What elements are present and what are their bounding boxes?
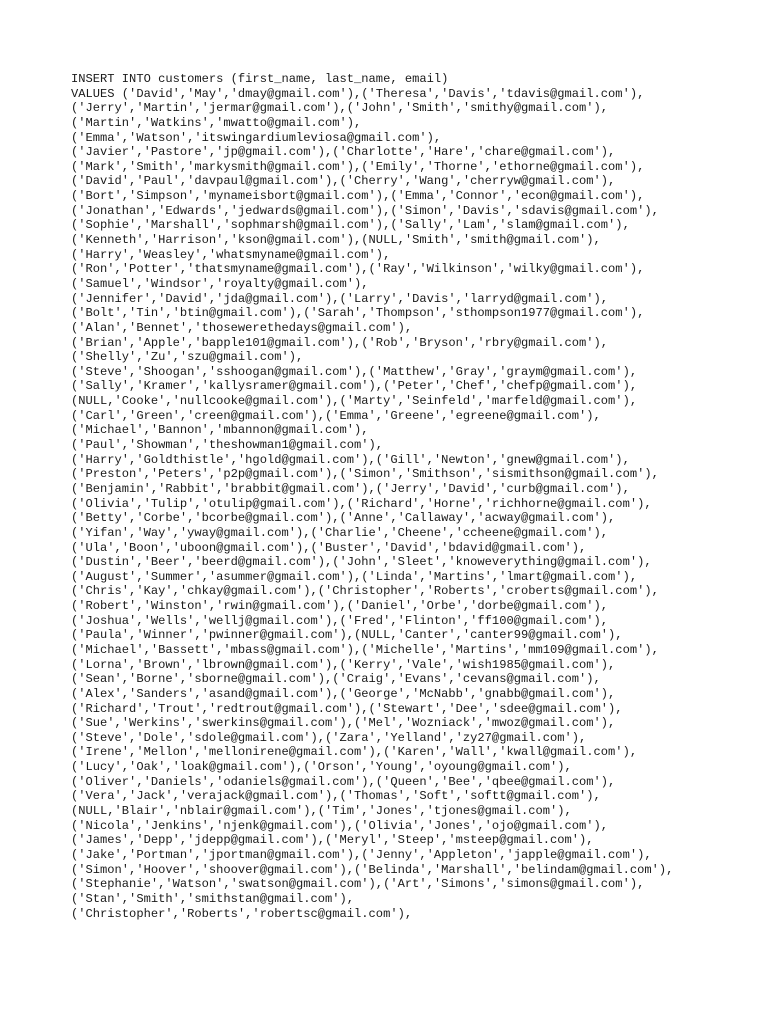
sql-values-line: ('Shelly','Zu','szu@gmail.com'), <box>71 350 304 365</box>
sql-values-line: ('Bolt','Tin','btin@gmail.com'),('Sarah','Thompson','sthompson1977@gmail.com'), <box>71 306 645 321</box>
sql-values-line: (NULL,'Cooke','nullcooke@gmail.com'),('Marty','Seinfeld','marfeld@gmail.com'), <box>71 394 638 409</box>
sql-values-line: ('Vera','Jack','verajack@gmail.com'),('Thomas','Soft','softt@gmail.com'), <box>71 789 601 804</box>
sql-values-line: ('Simon','Hoover','shoover@gmail.com'),('Belinda','Marshall','belindam@gmail.com'), <box>71 862 674 877</box>
sql-values-line: ('Betty','Corbe','bcorbe@gmail.com'),('Anne','Callaway','acway@gmail.com'), <box>71 511 616 526</box>
sql-values-line: ('Kenneth','Harrison','kson@gmail.com'),(NULL,'Smith','smith@gmail.com'), <box>71 233 601 248</box>
sql-values-line: ('Sophie','Marshall','sophmarsh@gmail.com'),('Sally','Lam','slam@gmail.com'), <box>71 218 630 233</box>
sql-values-line: ('Sean','Borne','sborne@gmail.com'),('Craig','Evans','cevans@gmail.com'), <box>71 672 601 687</box>
sql-values-line: ('Sue','Werkins','swerkins@gmail.com'),('Mel','Wozniack','mwoz@gmail.com'), <box>71 716 616 731</box>
sql-values-line: ('August','Summer','asummer@gmail.com'),('Linda','Martins','lmart@gmail.com'), <box>71 569 638 584</box>
sql-values-line: ('Ula','Boon','uboon@gmail.com'),('Buster','David','bdavid@gmail.com'), <box>71 540 587 555</box>
sql-values-line: ('Mark','Smith','markysmith@gmail.com'),('Emily','Thorne','ethorne@gmail.com'), <box>71 159 645 174</box>
sql-values-line: ('Robert','Winston','rwin@gmail.com'),('Daniel','Orbe','dorbe@gmail.com'), <box>71 599 609 614</box>
sql-values-line: ('Stan','Smith','smithstan@gmail.com'), <box>71 891 355 906</box>
sql-values-line: ('Harry','Weasley','whatsmyname@gmail.com'), <box>71 247 391 262</box>
sql-values-line: ('Steve','Shoogan','sshoogan@gmail.com'),('Matthew','Gray','graym@gmail.com'), <box>71 364 638 379</box>
sql-values-line: ('Sally','Kramer','kallysramer@gmail.com'),('Peter','Chef','chefp@gmail.com'), <box>71 379 638 394</box>
sql-values-line: ('Ron','Potter','thatsmyname@gmail.com'),('Ray','Wilkinson','wilky@gmail.com'), <box>71 262 645 277</box>
sql-values-line: VALUES ('David','May','dmay@gmail.com'),('Theresa','Davis','tdavis@gmail.com'), <box>71 86 645 101</box>
sql-values-line: ('Chris','Kay','chkay@gmail.com'),('Christopher','Roberts','croberts@gmail.com'), <box>71 584 659 599</box>
sql-values-line: ('Steve','Dole','sdole@gmail.com'),('Zara','Yelland','zy27@gmail.com'), <box>71 730 587 745</box>
sql-values-line: (NULL,'Blair','nblair@gmail.com'),('Tim','Jones','tjones@gmail.com'), <box>71 804 572 819</box>
sql-statement-header: INSERT INTO customers (first_name, last_name, email) <box>71 72 449 86</box>
sql-values-line: ('Bort','Simpson','mynameisbort@gmail.com'),('Emma','Connor','econ@gmail.com'), <box>71 189 645 204</box>
sql-values-line: ('Emma','Watson','itswingardiumleviosa@gmail.com'), <box>71 130 442 145</box>
sql-values-line: ('Jennifer','David','jda@gmail.com'),('Larry','Davis','larryd@gmail.com'), <box>71 291 609 306</box>
sql-values-line: ('Carl','Green','creen@gmail.com'),('Emma','Greene','egreene@gmail.com'), <box>71 408 601 423</box>
sql-values-line: ('Samuel','Windsor','royalty@gmail.com'), <box>71 276 369 291</box>
sql-values-line: ('Jake','Portman','jportman@gmail.com'),('Jenny','Appleton','japple@gmail.com'), <box>71 847 652 862</box>
sql-values-line: ('Michael','Bannon','mbannon@gmail.com'), <box>71 423 369 438</box>
sql-code-block <box>71 72 761 921</box>
sql-values-line: ('Lucy','Oak','loak@gmail.com'),('Orson','Young','oyoung@gmail.com'), <box>71 760 572 775</box>
sql-values-line: ('Benjamin','Rabbit','brabbit@gmail.com'),('Jerry','David','curb@gmail.com'), <box>71 481 630 496</box>
sql-values-line: ('Nicola','Jenkins','njenk@gmail.com'),('Olivia','Jones','ojo@gmail.com'), <box>71 818 609 833</box>
sql-values-line: ('Joshua','Wells','wellj@gmail.com'),('Fred','Flinton','ff100@gmail.com'), <box>71 613 609 628</box>
sql-values-line: ('Olivia','Tulip','otulip@gmail.com'),('Richard','Horne','richhorne@gmail.com'), <box>71 496 652 511</box>
sql-values-line: ('Alex','Sanders','asand@gmail.com'),('George','McNabb','gnabb@gmail.com'), <box>71 686 616 701</box>
sql-values-line: ('Dustin','Beer','beerd@gmail.com'),('John','Sleet','knoweverything@gmail.com'), <box>71 555 652 570</box>
sql-values-line: ('Irene','Mellon','mellonirene@gmail.com'),('Karen','Wall','kwall@gmail.com'), <box>71 745 638 760</box>
sql-values-line: ('Brian','Apple','bapple101@gmail.com'),('Rob','Bryson','rbry@gmail.com'), <box>71 335 609 350</box>
sql-values-line: ('Stephanie','Watson','swatson@gmail.com'),('Art','Simons','simons@gmail.com'), <box>71 877 645 892</box>
sql-values-line: ('Yifan','Way','yway@gmail.com'),('Charlie','Cheene','ccheene@gmail.com'), <box>71 525 609 540</box>
sql-values-line: ('Lorna','Brown','lbrown@gmail.com'),('Kerry','Vale','wish1985@gmail.com'), <box>71 657 616 672</box>
sql-values-line: ('Alan','Bennet','thosewerethedays@gmail.com'), <box>71 320 413 335</box>
sql-values-line: ('Paula','Winner','pwinner@gmail.com'),(NULL,'Canter','canter99@gmail.com'), <box>71 628 623 643</box>
sql-values-line: ('Harry','Goldthistle','hgold@gmail.com'),('Gill','Newton','gnew@gmail.com'), <box>71 452 630 467</box>
sql-values-line: ('Richard','Trout','redtrout@gmail.com'),('Stewart','Dee','sdee@gmail.com'), <box>71 701 623 716</box>
sql-values-line: ('Oliver','Daniels','odaniels@gmail.com'),('Queen','Bee','qbee@gmail.com'), <box>71 774 616 789</box>
sql-values-line: ('Paul','Showman','theshowman1@gmail.com'), <box>71 438 384 453</box>
sql-values-line: ('Jerry','Martin','jermar@gmail.com'),('John','Smith','smithy@gmail.com'), <box>71 101 609 116</box>
sql-values-line: ('Martin','Watkins','mwatto@gmail.com'), <box>71 115 362 130</box>
sql-values-line: ('David','Paul','davpaul@gmail.com'),('Cherry','Wang','cherryw@gmail.com'), <box>71 174 616 189</box>
sql-values-line: ('James','Depp','jdepp@gmail.com'),('Meryl','Steep','msteep@gmail.com'), <box>71 833 594 848</box>
sql-values-line: ('Christopher','Roberts','robertsc@gmail.com'), <box>71 906 413 921</box>
sql-values-line: ('Michael','Bassett','mbass@gmail.com'),('Michelle','Martins','mm109@gmail.com'), <box>71 642 659 657</box>
sql-values-line: ('Preston','Peters','p2p@gmail.com'),('Simon','Smithson','sismithson@gmail.com'), <box>71 467 659 482</box>
sql-values-line: ('Jonathan','Edwards','jedwards@gmail.com'),('Simon','Davis','sdavis@gmail.com'), <box>71 203 659 218</box>
sql-values-line: ('Javier','Pastore','jp@gmail.com'),('Charlotte','Hare','chare@gmail.com'), <box>71 145 616 160</box>
